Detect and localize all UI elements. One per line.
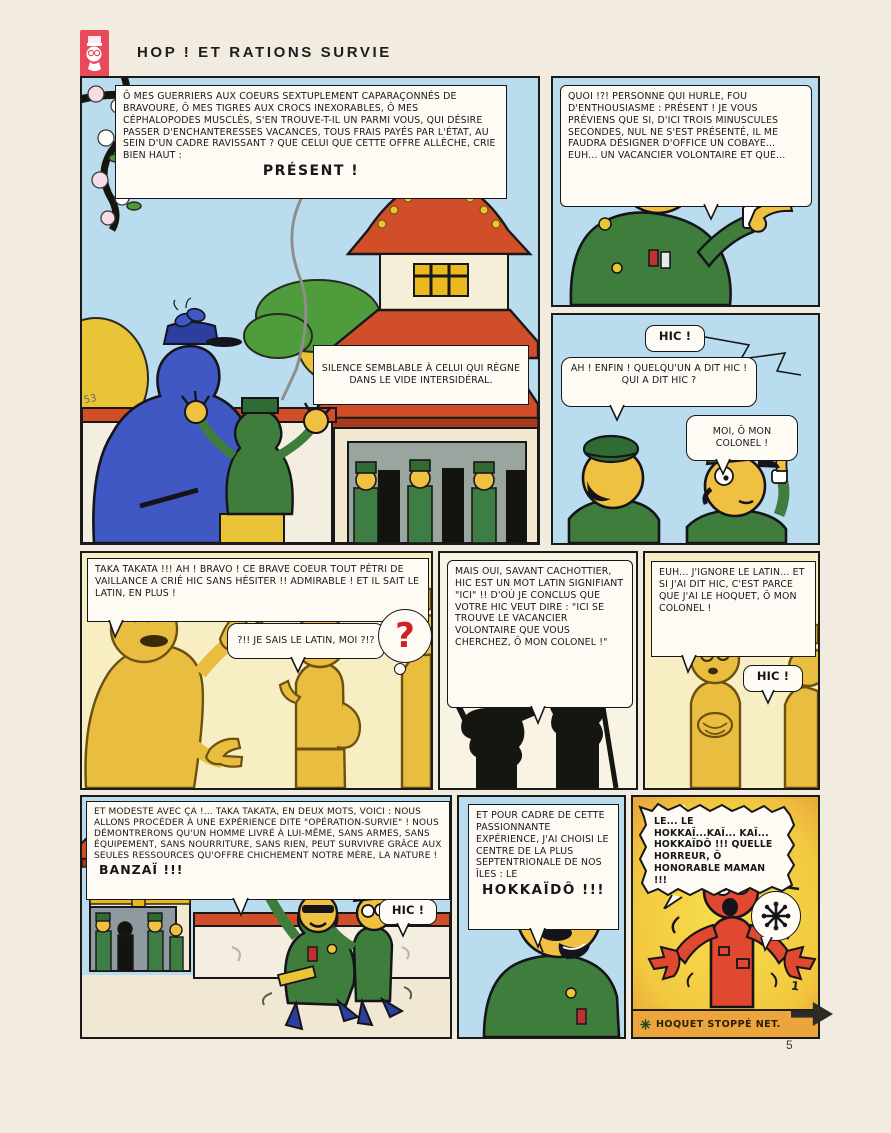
speech-bubble-bravo: TAKA TAKATA !!! AH ! BRAVO ! CE BRAVE COEUR TOUT PÉTRI DE VAILLANCE A CRIÉ HIC SANS HÉSITER !! ADMIRABLE ! ET IL SAIT LE LATIN, EN PLUS ! (87, 558, 429, 622)
caption-silence: SILENCE SEMBLABLE À CELUI QUI RÈGNE DANS LE VIDE INTERSIDÉRAL. (313, 345, 529, 405)
panel-1 (80, 76, 540, 545)
panel-5 (438, 551, 638, 790)
plate-mark: 1 (790, 978, 801, 994)
bubble-tail (290, 657, 308, 675)
bubble-tail (761, 690, 777, 706)
speech-bubble-latin: ?!! JE SAIS LE LATIN, MOI ?!? (227, 623, 385, 659)
panel-3 (551, 313, 820, 545)
panel-8 (457, 795, 626, 1039)
question-bubble-dot (394, 663, 406, 675)
speech-bubble-jignore: EUH... J'IGNORE LE LATIN... ET SI J'AI DIT HIC, C'EST PARCE QUE J'AI LE HOQUET, Ô MON COLONEL ! (651, 561, 816, 657)
speech-bubble-moi: MOI, Ô MON COLONEL ! (686, 415, 798, 461)
panel-6 (643, 551, 820, 790)
footnote-caption (633, 1009, 818, 1037)
footnote-text: HOQUET STOPPÉ NET. (656, 1018, 781, 1030)
panel-7 (80, 795, 452, 1039)
speech-bubble-horreur: LE... LE HOKKAÏ...KAÏ... KAÏ... HOKKAÏDÔ !!! QUELLE HORREUR, Ô HONORABLE MAMAN !!! (654, 816, 773, 886)
speech-bubble-hokkaido: ET POUR CADRE DE CETTE PASSIONNANTE EXPÉRIENCE, J'AI CHOISI LE CENTRE DE LA PLUS SEPTENTRIONALE DE NOS ÎLES : LE HOKKAÏDÔ !!! (468, 804, 619, 930)
bubble-tail (715, 459, 733, 477)
panel-4 (80, 551, 433, 790)
margin-doodle: 53 (82, 392, 98, 407)
bubble-text: Ô MES GUERRIERS AUX COEURS SEXTUPLEMENT CAPARAÇONNÉS DE BRAVOURE, Ô MES TIGRES AUX CROCS INEXORABLES, Ô MES CÉPHALOPODES MUSCLÉS, S'EN TROUVE-T-IL UN PARMI VOUS, QUI DÉSIRE PASSER D'ENCHANTERESSES VACANCES, TOUS FRAIS PAYÉS PAR L'ÉTAT, AU SEIN D'UN CADRE RAVISSANT ? QUE CELUI QUE CETTE OFFRE ALLÈCHE, CRIE BIEN HAUT : (123, 91, 496, 162)
swear-symbol-bubble (751, 891, 801, 941)
question-mark-bubble: ? (378, 609, 432, 663)
bubble-tail (530, 706, 548, 726)
footnote-asterisk-icon (639, 1018, 652, 1031)
panel-2 (551, 76, 820, 307)
swear-symbol-icon (760, 900, 792, 932)
bubble-tail (609, 405, 627, 423)
sfx-bubble-hic: HIC ! (743, 665, 803, 692)
sfx-bubble-hic: HIC ! (645, 325, 705, 352)
panel-9 (631, 795, 820, 1039)
page-number: 5 (786, 1038, 793, 1052)
bubble-shout: PRÉSENT ! (262, 163, 360, 180)
bubble-shout: HOKKAÏDÔ !!! (481, 882, 606, 899)
speech-bubble-enfin: AH ! ENFIN ! QUELQU'UN A DIT HIC ! QUI A DIT HIC ? (561, 357, 757, 407)
bubble-tail (232, 898, 250, 918)
bubble-tail (759, 937, 775, 953)
bubble-tail (529, 928, 547, 950)
bubble-shout: BANZAÏ !!! (99, 861, 184, 877)
speech-bubble-colonel-call (115, 85, 507, 199)
page-title: HOP ! ET RATIONS SURVIE (137, 44, 392, 61)
speech-bubble-quoi: QUOI !?! PERSONNE QUI HURLE, FOU D'ENTHOUSIASME : PRÉSENT ! JE VOUS PRÉVIENS QUE SI, D'ICI TROIS MINUSCULES SECONDES, NUL NE S'EST PRÉSENTÉ, IL ME FAUDRA DÉSIGNER D'OFFICE UN COBAYE... EUH... UN VACANCIER VOLONTAIRE ET QUE... (560, 85, 812, 207)
bubble-tail (108, 620, 126, 640)
bubble-tail (703, 204, 721, 222)
bubble-tail (681, 655, 699, 675)
bubble-tail (396, 923, 412, 939)
speech-bubble-operation-survie: ET MODESTE AVEC ÇA !... TAKA TAKATA, EN DEUX MOTS, VOICI : NOUS ALLONS PROCÉDER À UNE EXPÉRIENCE DITE "OPÉRATION-SURVIE" ! NOUS DÉMONTRERONS QU'UN HOMME LIVRÉ À LUI-MÊME, SANS ARMES, SANS ÉQUIPEMENT, SANS NOURRITURE, SANS RIEN, PEUT SURVIVRE GRÂCE AUX SEULES RESSOURCES QU'OFFRE CHICHEMENT NOTRE MÈRE, LA NATURE ! BANZAÏ !!! (86, 801, 450, 900)
sfx-bubble-hic: HIC ! (379, 899, 437, 925)
speech-bubble-savant: MAIS OUI, SAVANT CACHOTTIER, HIC EST UN MOT LATIN SIGNIFIANT "ICI" !! D'OÙ JE CONCLUS QUE VOTRE HIC VEUT DIRE : "ICI SE TROUVE LE VACANCIER VOLONTAIRE QUE VOUS CHERCHEZ, Ô MON COLONEL !" (447, 560, 633, 708)
soldier-badge-icon (80, 30, 109, 77)
